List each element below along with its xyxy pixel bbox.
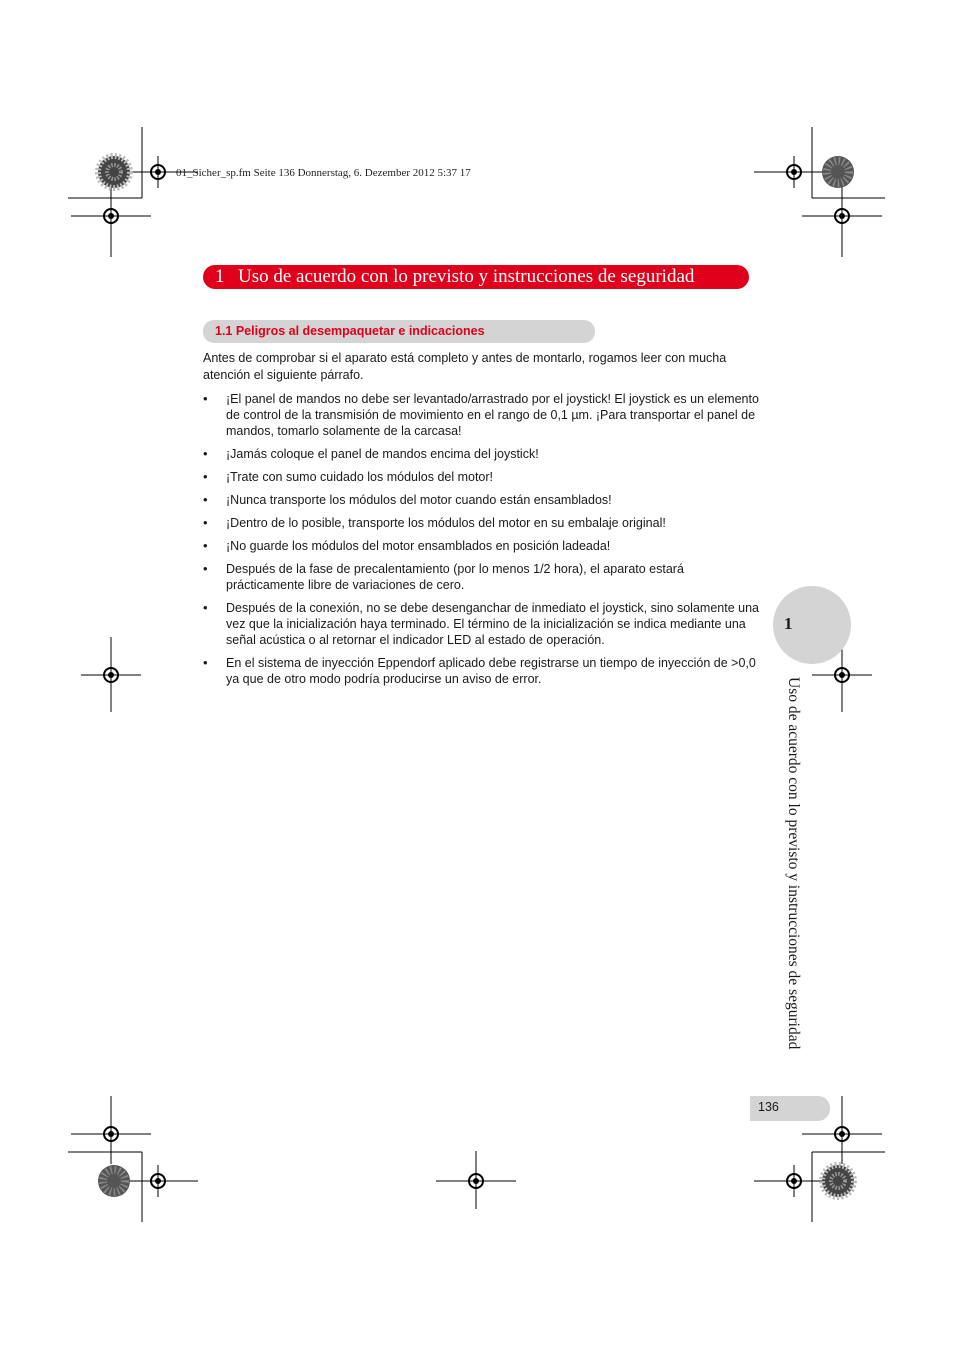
registration-mark-icon — [81, 659, 141, 691]
chapter-number: 1 — [215, 266, 225, 287]
safety-bullet-list — [203, 391, 763, 694]
intro-paragraph: Antes de comprobar si el aparato está completo y antes de montarlo, rogamos leer con mucha atención el siguiente párrafo. — [203, 351, 727, 382]
list-item-text: En el sistema de inyección Eppendorf aplicado debe registrarse un tiempo de inyección de >0,0 ya que de otro modo podría producirse un aviso de error. — [226, 656, 756, 686]
section-heading: 1.1 Peligros al desempaquetar e indicaciones — [215, 324, 485, 338]
registration-mark-icon — [812, 659, 872, 691]
bullet-icon: • — [203, 655, 208, 670]
bullet-icon: • — [203, 492, 208, 507]
bullet-icon: • — [203, 446, 208, 461]
list-item — [203, 561, 763, 593]
chapter-title: Uso de acuerdo con lo previsto y instrucciones de seguridad — [238, 266, 695, 287]
list-item — [203, 538, 763, 554]
list-item — [203, 446, 763, 462]
list-item — [203, 655, 763, 687]
registration-mark-icon — [802, 200, 882, 232]
list-item-text: Después de la conexión, no se debe desenganchar de inmediato el joystick, sino solamente una vez que la inicialización haya terminado. El término de la inicialización se indica mediante una señal acústica o al retornar el indicador LED al estado de operación. — [226, 601, 759, 647]
list-item-text: ¡No guarde los módulos del motor ensamblados en posición ladeada! — [226, 539, 611, 553]
bullet-icon: • — [203, 561, 208, 576]
list-item — [203, 515, 763, 531]
bullet-icon: • — [203, 469, 208, 484]
bullet-icon: • — [203, 538, 208, 553]
star-target-icon — [98, 1165, 130, 1197]
page-number: 136 — [758, 1100, 779, 1114]
bullet-icon: • — [203, 600, 208, 615]
list-item — [203, 492, 763, 508]
list-item-text: ¡Trate con sumo cuidado los módulos del motor! — [226, 470, 494, 484]
list-item — [203, 469, 763, 485]
star-target-icon — [98, 156, 130, 188]
file-info-header: 01_Sicher_sp.fm Seite 136 Donnerstag, 6. Dezember 2012 5:37 17 — [176, 167, 471, 179]
bullet-icon: • — [203, 515, 208, 530]
section-heading-bar — [203, 320, 595, 343]
list-item-text: ¡El panel de mandos no debe ser levantado/arrastrado por el joystick! El joystick es un elemento de control de la transmisión de movimiento en el rango de 0,1 µm. ¡Para transportar el panel de mandos, tomarlo solamente de la carcasa! — [226, 392, 759, 438]
star-target-icon — [822, 1165, 854, 1197]
list-item — [203, 600, 763, 648]
star-target-icon — [822, 156, 854, 188]
list-item-text: ¡Jamás coloque el panel de mandos encima del joystick! — [226, 447, 539, 461]
list-item-text: ¡Nunca transporte los módulos del motor cuando están ensamblados! — [226, 493, 612, 507]
list-item — [203, 391, 763, 439]
list-item-text: ¡Dentro de lo posible, transporte los módulos del motor en su embalaje original! — [226, 516, 666, 530]
registration-mark-icon — [802, 1118, 882, 1150]
registration-mark-icon — [436, 1151, 516, 1209]
chapter-heading-bar — [203, 265, 749, 289]
registration-mark-icon — [71, 200, 151, 232]
list-item-text: Después de la fase de precalentamiento (por lo menos 1/2 hora), el aparato estará prácticamente libre de variaciones de cero. — [226, 562, 684, 592]
chapter-tab-number: 1 — [784, 614, 793, 633]
bullet-icon: • — [203, 391, 208, 406]
registration-mark-icon — [71, 1118, 151, 1150]
chapter-tab-title: Uso de acuerdo con lo previsto y instrucciones de seguridad — [785, 677, 802, 1050]
